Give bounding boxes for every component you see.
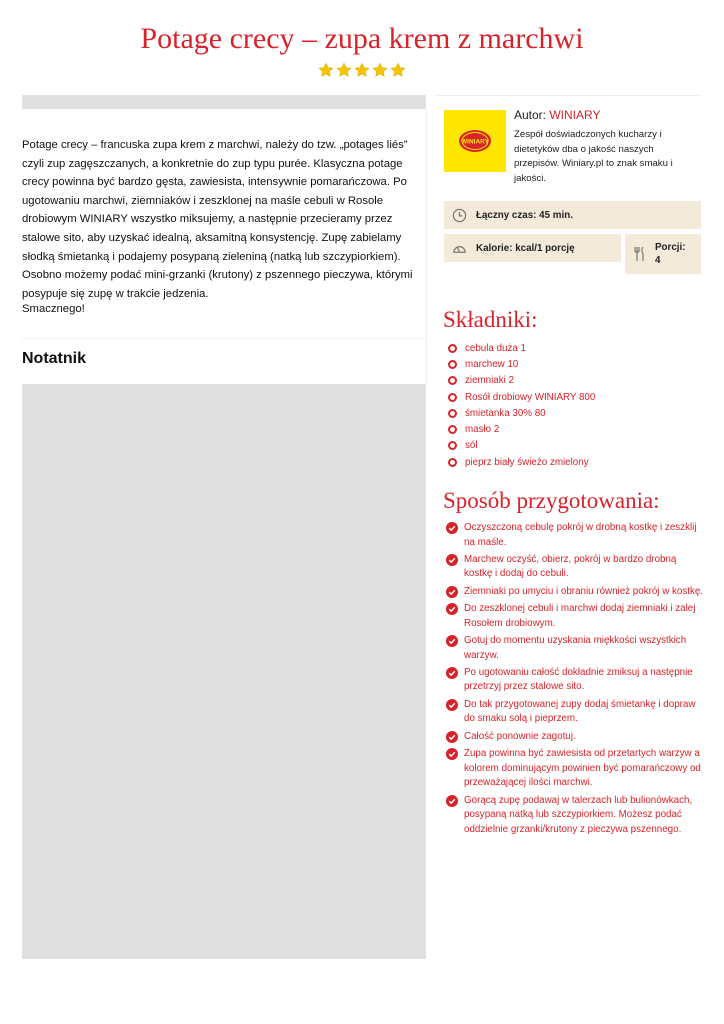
check-icon (446, 731, 458, 749)
portions-box (625, 234, 701, 274)
preparation-step (446, 634, 704, 663)
bullet-icon (448, 458, 457, 467)
gauge-icon (452, 241, 467, 259)
check-icon (446, 748, 458, 766)
bullet-icon (448, 393, 457, 402)
check-icon (446, 603, 458, 621)
calories: Kalorie: kcal/1 porcję (476, 243, 575, 254)
rating-stars (0, 62, 724, 83)
ingredient-text: masło 2 (465, 424, 500, 436)
check-icon (446, 795, 458, 813)
total-time: Łączny czas: 45 min. (476, 210, 573, 221)
author-line (514, 108, 600, 122)
ingredient-text: cebula duża 1 (465, 342, 527, 354)
step-text: Ziemniaki po umyciu i obraniu również pokrój w kostkę. (464, 585, 704, 597)
portions-label: Porcji: (655, 242, 686, 253)
preparation-step (446, 730, 704, 745)
winiary-logo-icon (458, 129, 492, 153)
step-text: Do tak przygotowanej zupy dodaj śmietankę i dopraw do smaku solą i pieprzem. (464, 698, 696, 725)
ingredient-text: pieprz biały świeżo zmielony (465, 456, 589, 468)
preparation-step (446, 666, 704, 695)
bullet-icon (448, 441, 457, 450)
bullet-icon (448, 376, 457, 385)
star-icon (372, 62, 388, 78)
author-logo (444, 110, 506, 172)
divider (434, 95, 702, 96)
preparation-step (446, 585, 704, 600)
ingredient-text: Rosół drobiowy WINIARY 800 (465, 391, 596, 403)
preparation-heading: Sposób przygotowania: (443, 488, 660, 513)
step-text: Zupa powinna być zawiesista od przetartych warzyw a kolorem dominującym powinien być pomarańczowy od przeważającej ilości marchwi. (464, 748, 701, 789)
step-text: Oczyszczoną cebulę pokrój w drobną kostkę i zeszklij na maśle. (464, 522, 697, 548)
recipe-title: Potage crecy – zupa krem z marchwi (140, 22, 584, 55)
ingredient-item (448, 454, 595, 470)
recipe-closing: Smacznego! (22, 303, 85, 315)
total-time-box (444, 201, 701, 229)
star-icon (336, 62, 352, 78)
check-icon (446, 699, 458, 717)
ingredient-item (448, 389, 595, 405)
preparation-steps (446, 521, 704, 840)
star-icon (318, 62, 334, 78)
recipe-description: Potage crecy – francuska zupa krem z marchwi, należy do tzw. „potages liés” czyli zup zagęszczanych, a konkretnie do zup typu purée. Klasyczna potage crecy powinna być bardzo gęsta, zawiesista, intensywnie pomarańczowa. Po ugotowaniu marchwi, ziemniaków i zeszklonej na maśle cebuli w Rosole drobiowym WINIARY wszystko miksujemy, a następnie przecieramy przez stalowe sito, aby uzyskać idealną, aksamitną konsystencję. Zupę zabielamy słodką śmietanką i podajemy posypaną zieleniną (natką lub szczypiorkiem). Osobno możemy podać mini-grzanki (krutony) z pszennego pieczywa, którymi posypuje się zupę w trakcie jedzenia. (22, 139, 413, 300)
clock-icon (452, 208, 467, 226)
ingredient-item (448, 421, 595, 437)
check-icon (446, 586, 458, 604)
ingredient-text: marchew 10 (465, 358, 519, 370)
portions-value: 4 (655, 255, 661, 266)
ingredients-heading: Składniki: (443, 307, 538, 332)
ingredients-list (448, 340, 595, 470)
step-text: Do zeszklonej cebuli i marchwi dodaj ziemniaki i zalej Rosołem drobiowym. (464, 603, 696, 629)
bullet-icon (448, 344, 457, 353)
preparation-step (446, 602, 704, 631)
author-label: Autor: (514, 108, 547, 122)
step-text: Gorącą zupę podawaj w talerzach lub bulionówkach, posypaną natką lub szczypiorkiem. Możesz podać oddzielnie grzanki/krutony z pieczywa pszennego. (464, 794, 693, 835)
ingredient-item (448, 373, 595, 389)
notes-heading: Notatnik (22, 350, 86, 367)
check-icon (446, 635, 458, 653)
ingredient-item (448, 438, 595, 454)
preparation-step (446, 794, 704, 838)
bullet-icon (448, 409, 457, 418)
svg-text:WINIARY: WINIARY (461, 138, 489, 146)
ingredient-text: śmietanka 30% 80 (465, 407, 546, 419)
star-icon (390, 62, 406, 78)
author-name[interactable]: WINIARY (549, 108, 601, 122)
step-text: Po ugotowaniu całość dokładnie zmiksuj a następnie przetrzyj przez stalowe sito. (464, 666, 693, 693)
step-text: Całość ponownie zagotuj. (464, 730, 576, 742)
check-icon (446, 667, 458, 685)
ingredient-item (448, 356, 595, 372)
check-icon (446, 522, 458, 540)
preparation-step (446, 747, 704, 791)
step-text: Marchew oczyść, obierz, pokrój w bardzo drobną kostkę i dodaj do cebuli. (464, 553, 677, 580)
calories-box (444, 234, 621, 262)
divider (22, 338, 426, 339)
ingredient-item (448, 340, 595, 356)
ingredient-text: sól (465, 440, 478, 452)
check-icon (446, 554, 458, 572)
bullet-icon (448, 360, 457, 369)
notes-area[interactable] (22, 384, 426, 959)
author-description: Zespół doświadczonych kucharzy i dietetyków dba o jakość naszych przepisów. Winiary.pl to znak smaku i jakości. (514, 129, 673, 184)
cutlery-icon (633, 246, 645, 265)
preparation-step (446, 698, 704, 727)
step-text: Gotuj do momentu uzyskania miękkości wszystkich warzyw. (464, 635, 687, 661)
ingredient-item (448, 405, 595, 421)
preparation-step (446, 521, 704, 550)
bullet-icon (448, 425, 457, 434)
image-placeholder-bar (22, 95, 426, 109)
preparation-step (446, 553, 704, 582)
ingredient-text: ziemniaki 2 (465, 375, 515, 387)
star-icon (354, 62, 370, 78)
